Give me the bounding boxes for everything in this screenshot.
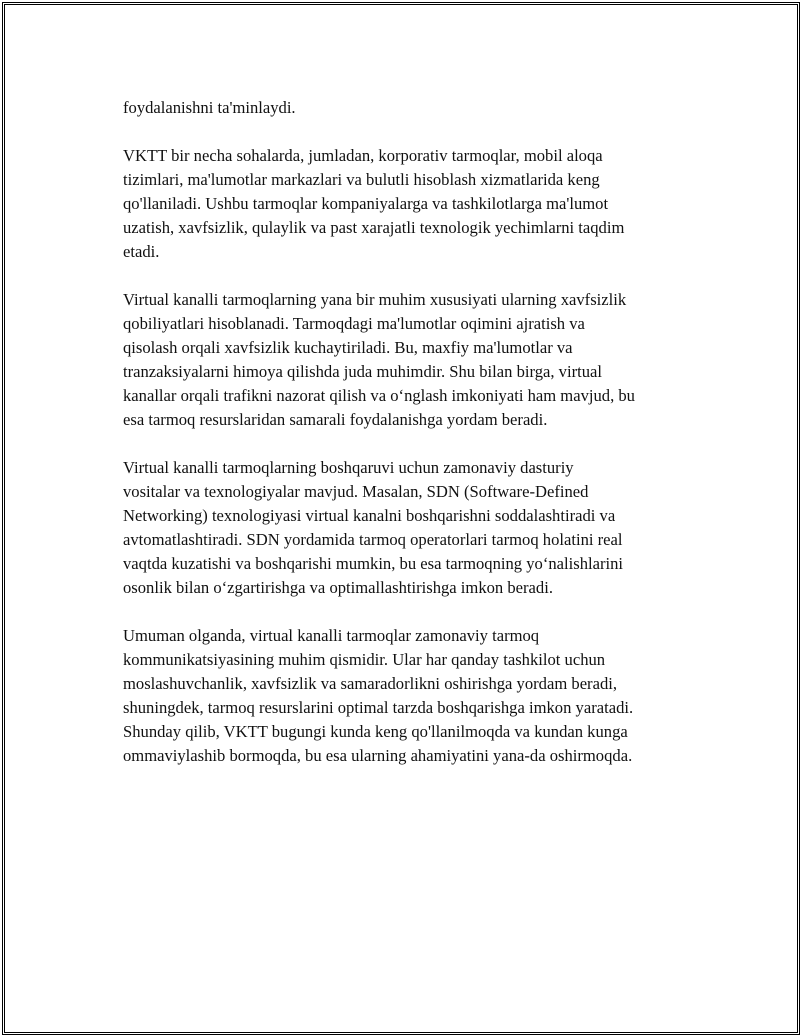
text-line: qisolash orqali xavfsizlik kuchaytiriladi. Bu, maxfiy ma'lumotlar va bbox=[123, 338, 573, 357]
text-line: Virtual kanalli tarmoqlarning boshqaruvi uchun zamonaviy dasturiy bbox=[123, 458, 574, 477]
text-line: avtomatlashtiradi. SDN yordamida tarmoq operatorlari tarmoq holatini real bbox=[123, 530, 623, 549]
paragraph-vktt-applications bbox=[123, 144, 703, 264]
text-line: ommaviylashib bormoqda, bu esa ularning ahamiyatini yana-da oshirmoqda. bbox=[123, 746, 633, 765]
text-line: etadi. bbox=[123, 242, 160, 261]
text-line: uzatish, xavfsizlik, qulaylik va past xarajatli texnologik yechimlarni taqdim bbox=[123, 218, 625, 237]
text-line: tranzaksiyalarni himoya qilishda juda muhimdir. Shu bilan birga, virtual bbox=[123, 362, 602, 381]
text-line: kanallar orqali trafikni nazorat qilish va o‘nglash imkoniyati ham mavjud, bu bbox=[123, 386, 635, 405]
text-line: qobiliyatlari hisoblanadi. Tarmoqdagi ma'lumotlar oqimini ajratish va bbox=[123, 314, 585, 333]
paragraph-intro-continuation bbox=[123, 96, 703, 120]
text-line: vaqtda kuzatishi va boshqarishi mumkin, bu esa tarmoqning yo‘nalishlarini bbox=[123, 554, 624, 573]
text-line: VKTT bir necha sohalarda, jumladan, korporativ tarmoqlar, mobil aloqa bbox=[123, 146, 603, 165]
text-line: osonlik bilan o‘zgartirishga va optimallashtirishga imkon beradi. bbox=[123, 578, 553, 597]
document-body bbox=[123, 96, 703, 792]
text-line: moslashuvchanlik, xavfsizlik va samaradorlikni oshirishga yordam beradi, bbox=[123, 674, 618, 693]
text-line: tizimlari, ma'lumotlar markazlari va bulutli hisoblash xizmatlarida keng bbox=[123, 170, 600, 189]
text-line: foydalanishni ta'minlaydi. bbox=[123, 98, 296, 117]
text-line: shuningdek, tarmoq resurslarini optimal tarzda boshqarishga imkon yaratadi. bbox=[123, 698, 634, 717]
page-border bbox=[2, 2, 800, 1035]
paragraph-management-tools bbox=[123, 456, 703, 600]
paragraph-conclusion bbox=[123, 624, 703, 768]
paragraph-security bbox=[123, 288, 703, 432]
text-line: qo'llaniladi. Ushbu tarmoqlar kompaniyalarga va tashkilotlarga ma'lumot bbox=[123, 194, 609, 213]
text-line: Umuman olganda, virtual kanalli tarmoqlar zamonaviy tarmoq bbox=[123, 626, 540, 645]
text-line: vositalar va texnologiyalar mavjud. Masalan, SDN (Software-Defined bbox=[123, 482, 589, 501]
text-line: Networking) texnologiyasi virtual kanalni boshqarishni soddalashtiradi va bbox=[123, 506, 616, 525]
text-line: Shunday qilib, VKTT bugungi kunda keng qo'llanilmoqda va kundan kunga bbox=[123, 722, 628, 741]
text-line: Virtual kanalli tarmoqlarning yana bir muhim xususiyati ularning xavfsizlik bbox=[123, 290, 627, 309]
text-line: esa tarmoq resurslaridan samarali foydalanishga yordam beradi. bbox=[123, 410, 548, 429]
text-line: kommunikatsiyasining muhim qismidir. Ular har qanday tashkilot uchun bbox=[123, 650, 606, 669]
